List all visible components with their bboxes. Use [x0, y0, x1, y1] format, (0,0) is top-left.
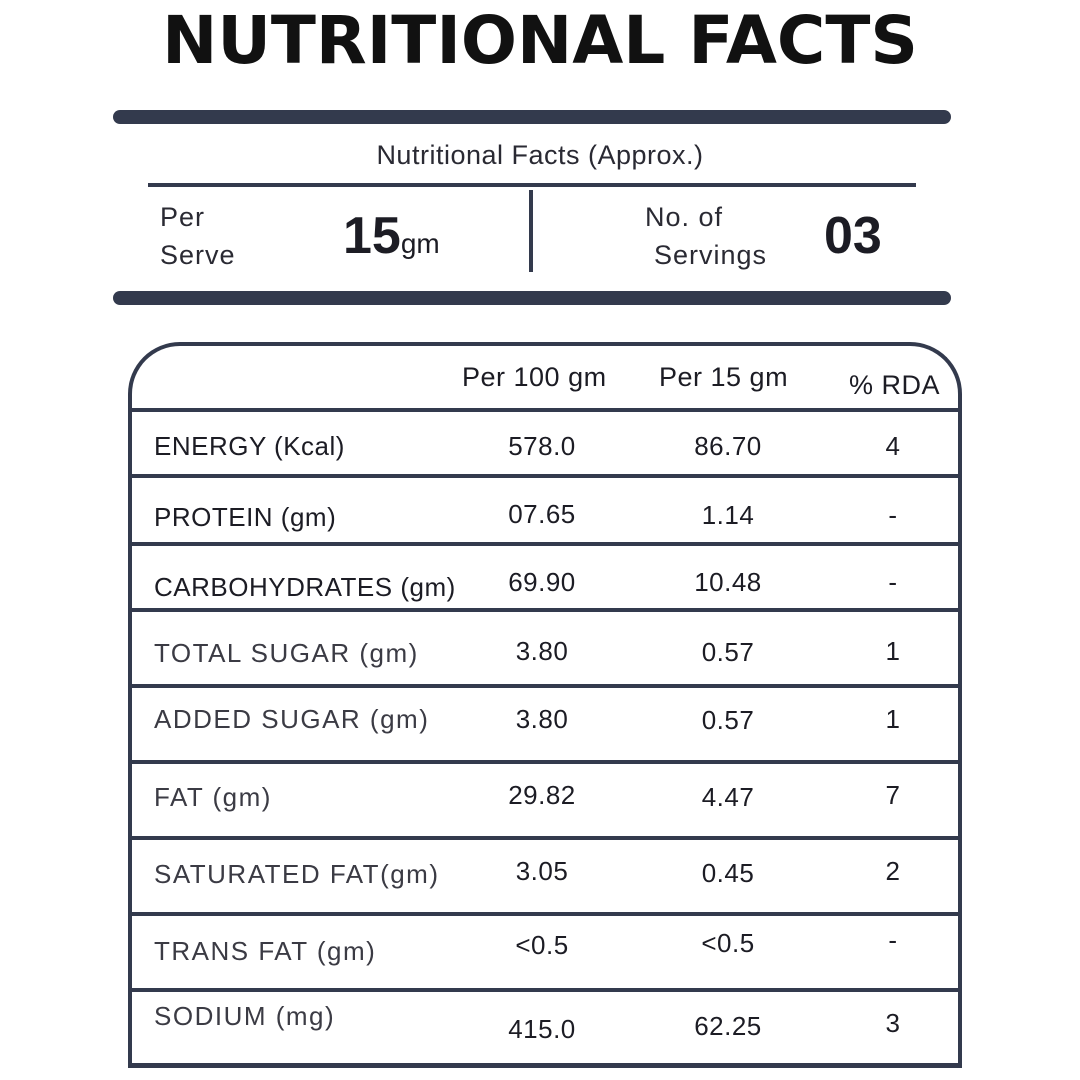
- value-per-15: 0.45: [701, 858, 755, 888]
- summary-divider: [148, 183, 916, 187]
- value-rda: 3: [885, 1008, 901, 1038]
- header-rda: % RDA: [849, 370, 941, 400]
- value-per-100: 69.90: [508, 567, 576, 597]
- value-per-15: 0.57: [701, 705, 755, 735]
- value-per-100: <0.5: [515, 930, 569, 960]
- per-serve-value: [343, 206, 440, 266]
- value-per-15: <0.5: [701, 928, 755, 958]
- value-per-15: 10.48: [694, 567, 762, 597]
- nutrient-name: TRANS FAT (gm): [154, 936, 377, 966]
- value-rda: 2: [885, 856, 901, 886]
- table-bottom-border: [128, 1063, 962, 1068]
- value-rda: 4: [885, 431, 901, 461]
- value-per-100: 3.80: [515, 636, 569, 666]
- page-title: NUTRITIONAL FACTS: [162, 2, 918, 79]
- table-row-divider: [128, 912, 962, 916]
- value-rda: -: [888, 925, 898, 955]
- value-per-100: 3.05: [515, 856, 569, 886]
- value-rda: 1: [885, 704, 901, 734]
- value-rda: -: [888, 500, 898, 530]
- nutrient-name: TOTAL SUGAR (gm): [154, 638, 419, 668]
- servings-label-line2: Servings: [654, 240, 768, 270]
- value-per-15: 86.70: [694, 431, 762, 461]
- value-per-100: 29.82: [508, 780, 576, 810]
- value-rda: 1: [885, 636, 901, 666]
- value-per-100: 3.80: [515, 704, 569, 734]
- servings-value: 03: [824, 207, 882, 265]
- table-row-divider: [128, 408, 962, 412]
- value-per-15: 1.14: [701, 500, 755, 530]
- table-row-divider: [128, 608, 962, 612]
- per-serve-number: 15: [343, 207, 401, 265]
- value-per-15: 0.57: [701, 637, 755, 667]
- summary-vertical-divider: [529, 190, 533, 272]
- header-per-100: Per 100 gm: [462, 362, 607, 392]
- summary-subtitle: Nutritional Facts (Approx.): [376, 140, 704, 170]
- table-row-divider: [128, 542, 962, 546]
- table-row-divider: [128, 760, 962, 764]
- value-rda: -: [888, 567, 898, 597]
- nutrient-name: ENERGY (Kcal): [154, 431, 345, 461]
- value-per-100: 578.0: [508, 431, 576, 461]
- header-per-15: Per 15 gm: [659, 362, 789, 392]
- table-row-divider: [128, 836, 962, 840]
- nutrient-name: ADDED SUGAR (gm): [154, 704, 430, 734]
- value-per-100: 415.0: [508, 1014, 576, 1044]
- nutrient-name: CARBOHYDRATES (gm): [154, 572, 456, 602]
- per-serve-label-line1: Per: [160, 202, 206, 232]
- servings-label-line1: No. of: [645, 202, 724, 232]
- bottom-divider-bar: [113, 291, 951, 305]
- top-divider-bar: [113, 110, 951, 124]
- value-per-15: 4.47: [701, 782, 755, 812]
- value-per-100: 07.65: [508, 499, 576, 529]
- table-row-divider: [128, 474, 962, 478]
- nutrient-name: SODIUM (mg): [154, 1001, 336, 1031]
- value-per-15: 62.25: [694, 1011, 762, 1041]
- per-serve-label-line2: Serve: [160, 240, 236, 270]
- value-rda: 7: [885, 780, 901, 810]
- nutrient-name: PROTEIN (gm): [154, 502, 337, 532]
- nutrient-name: SATURATED FAT(gm): [154, 859, 440, 889]
- per-serve-unit: gm: [400, 228, 440, 259]
- nutrient-name: FAT (gm): [154, 782, 272, 812]
- table-row-divider: [128, 684, 962, 688]
- table-row-divider: [128, 988, 962, 992]
